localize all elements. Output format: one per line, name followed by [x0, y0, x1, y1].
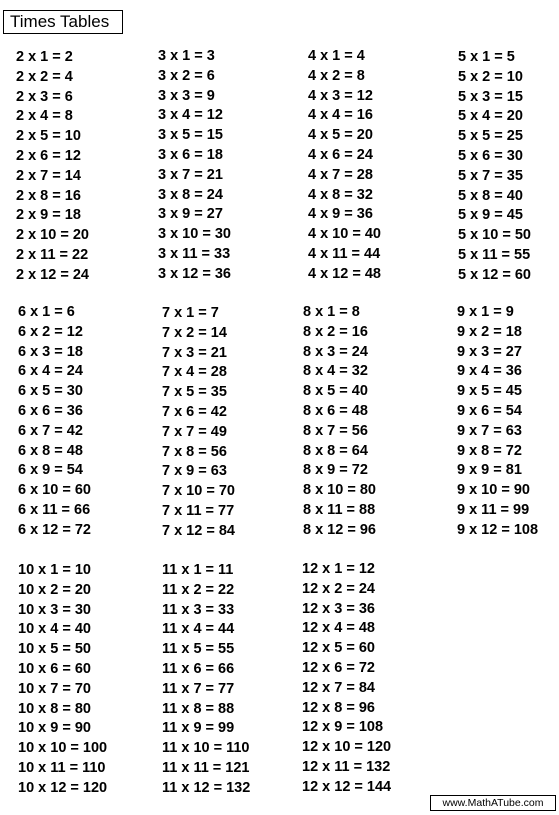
equation-line: 2 x 12 = 24 [16, 266, 89, 283]
equation-line: 11 x 3 = 33 [162, 601, 235, 618]
equation-line: 4 x 4 = 16 [308, 107, 373, 124]
equation-line: 7 x 6 = 42 [162, 404, 227, 420]
equation-line: 11 x 2 = 22 [162, 581, 235, 598]
equation-line: 5 x 1 = 5 [458, 49, 515, 65]
equation-line: 7 x 11 = 77 [162, 503, 235, 519]
equation-line: 7 x 12 = 84 [162, 522, 235, 539]
equation-line: 9 x 2 = 18 [457, 323, 522, 340]
equation-line: 3 x 12 = 36 [158, 265, 231, 282]
equation-line: 7 x 3 = 21 [162, 344, 227, 361]
equation-line: 10 x 10 = 100 [18, 740, 108, 757]
equation-line: 9 x 10 = 90 [457, 482, 530, 499]
equation-line: 8 x 4 = 32 [303, 363, 368, 380]
equation-line: 5 x 12 = 60 [458, 266, 531, 283]
equation-line: 4 x 9 = 36 [308, 206, 373, 223]
equation-line: 8 x 10 = 80 [303, 482, 376, 499]
equation-line: 9 x 3 = 27 [457, 343, 522, 360]
equation-line: 3 x 10 = 30 [158, 226, 231, 243]
equation-line: 4 x 10 = 40 [308, 226, 381, 243]
equation-line: 2 x 5 = 10 [16, 128, 81, 145]
equation-line: 7 x 2 = 14 [162, 324, 227, 341]
equation-line: 6 x 5 = 30 [18, 383, 83, 400]
equation-line: 2 x 2 = 4 [16, 68, 73, 85]
equation-line: 6 x 10 = 60 [18, 482, 91, 499]
equation-line: 12 x 9 = 108 [302, 719, 384, 736]
equation-line: 8 x 5 = 40 [303, 383, 368, 400]
equation-line: 8 x 1 = 8 [303, 304, 360, 320]
equation-line: 3 x 5 = 15 [158, 127, 223, 144]
equation-line: 4 x 8 = 32 [308, 186, 373, 203]
equation-line: 7 x 7 = 49 [162, 423, 227, 440]
equation-line: 4 x 6 = 24 [308, 147, 373, 163]
equation-line: 7 x 8 = 56 [162, 443, 227, 460]
equation-line: 5 x 10 = 50 [458, 227, 531, 244]
page-title: Times Tables [3, 10, 123, 34]
equation-line: 7 x 9 = 63 [162, 463, 227, 480]
equation-line: 11 x 12 = 132 [162, 779, 251, 796]
equation-line: 5 x 2 = 10 [458, 68, 523, 85]
equation-line: 10 x 7 = 70 [18, 680, 91, 697]
equation-line: 4 x 5 = 20 [308, 127, 373, 144]
equation-line: 2 x 9 = 18 [16, 207, 81, 224]
source-url: www.MathATube.com [430, 795, 556, 811]
equation-line: 5 x 8 = 40 [458, 187, 523, 204]
equation-line: 2 x 1 = 2 [16, 49, 73, 65]
equation-line: 9 x 12 = 108 [457, 521, 539, 538]
equation-line: 6 x 2 = 12 [18, 323, 83, 340]
equation-line: 10 x 11 = 110 [18, 760, 106, 776]
equation-line: 9 x 11 = 99 [457, 502, 530, 518]
equation-line: 5 x 5 = 25 [458, 128, 523, 145]
equation-line: 11 x 10 = 110 [162, 740, 250, 757]
equation-line: 7 x 5 = 35 [162, 384, 227, 401]
equation-line: 11 x 4 = 44 [162, 621, 235, 638]
equation-line: 7 x 10 = 70 [162, 483, 235, 500]
equation-line: 8 x 2 = 16 [303, 323, 368, 340]
equation-line: 11 x 8 = 88 [162, 700, 235, 717]
equation-line: 9 x 5 = 45 [457, 383, 522, 400]
equation-line: 10 x 1 = 10 [18, 562, 91, 578]
equation-line: 4 x 12 = 48 [308, 265, 381, 282]
equation-line: 12 x 3 = 36 [302, 600, 375, 617]
equation-line: 4 x 1 = 4 [308, 48, 365, 64]
equation-line: 5 x 11 = 55 [458, 247, 531, 263]
equation-line: 2 x 7 = 14 [16, 167, 81, 184]
equation-line: 7 x 1 = 7 [162, 305, 219, 321]
equation-line: 11 x 7 = 77 [162, 680, 235, 697]
equation-line: 10 x 5 = 50 [18, 641, 91, 658]
equation-line: 2 x 10 = 20 [16, 227, 89, 244]
equation-line: 6 x 7 = 42 [18, 422, 83, 439]
equation-line: 12 x 12 = 144 [302, 778, 392, 795]
equation-line: 6 x 12 = 72 [18, 521, 91, 538]
equation-line: 11 x 1 = 11 [162, 562, 234, 578]
equation-line: 9 x 8 = 72 [457, 442, 522, 459]
equation-line: 12 x 11 = 132 [302, 759, 391, 775]
equation-line: 3 x 3 = 9 [158, 87, 215, 104]
equation-line: 9 x 9 = 81 [457, 462, 522, 479]
equation-line: 10 x 12 = 120 [18, 779, 108, 796]
equation-line: 9 x 6 = 54 [457, 403, 522, 419]
equation-line: 6 x 8 = 48 [18, 442, 83, 459]
equation-line: 2 x 8 = 16 [16, 187, 81, 204]
equation-line: 2 x 11 = 22 [16, 247, 89, 263]
equation-line: 8 x 12 = 96 [303, 521, 376, 538]
equation-line: 6 x 1 = 6 [18, 304, 75, 320]
equation-line: 8 x 6 = 48 [303, 403, 368, 419]
equation-line: 12 x 2 = 24 [302, 580, 375, 597]
equation-line: 3 x 8 = 24 [158, 186, 223, 203]
equation-line: 12 x 10 = 120 [302, 739, 392, 756]
equation-line: 11 x 6 = 66 [162, 661, 235, 677]
equation-line: 3 x 1 = 3 [158, 48, 215, 64]
equation-line: 6 x 11 = 66 [18, 502, 91, 518]
equation-line: 4 x 3 = 12 [308, 87, 373, 104]
equation-line: 12 x 6 = 72 [302, 660, 375, 676]
equation-line: 6 x 6 = 36 [18, 403, 83, 419]
equation-line: 5 x 4 = 20 [458, 108, 523, 125]
equation-line: 8 x 9 = 72 [303, 462, 368, 479]
equation-line: 6 x 4 = 24 [18, 363, 83, 380]
equation-line: 2 x 3 = 6 [16, 88, 73, 105]
equation-line: 3 x 4 = 12 [158, 107, 223, 124]
equation-line: 10 x 3 = 30 [18, 601, 91, 618]
equation-line: 8 x 7 = 56 [303, 422, 368, 439]
equation-line: 5 x 7 = 35 [458, 167, 523, 184]
equation-line: 10 x 6 = 60 [18, 661, 91, 677]
equation-line: 6 x 9 = 54 [18, 462, 83, 479]
equation-line: 4 x 11 = 44 [308, 246, 381, 262]
equation-line: 4 x 2 = 8 [308, 67, 365, 84]
equation-line: 12 x 5 = 60 [302, 640, 375, 657]
equation-line: 3 x 11 = 33 [158, 246, 231, 262]
equation-line: 9 x 1 = 9 [457, 304, 514, 320]
equation-line: 11 x 11 = 121 [162, 760, 250, 776]
equation-line: 12 x 1 = 12 [302, 561, 375, 577]
equation-line: 10 x 4 = 40 [18, 621, 91, 638]
equation-line: 2 x 6 = 12 [16, 148, 81, 164]
equation-line: 8 x 3 = 24 [303, 343, 368, 360]
equation-line: 10 x 9 = 90 [18, 720, 91, 737]
equation-line: 8 x 8 = 64 [303, 442, 368, 459]
equation-line: 6 x 3 = 18 [18, 343, 83, 360]
equation-line: 5 x 9 = 45 [458, 207, 523, 224]
equation-line: 12 x 7 = 84 [302, 679, 375, 696]
equation-line: 12 x 8 = 96 [302, 699, 375, 716]
equation-line: 3 x 2 = 6 [158, 67, 215, 84]
equation-line: 7 x 4 = 28 [162, 364, 227, 381]
equation-line: 11 x 5 = 55 [162, 641, 235, 658]
equation-line: 4 x 7 = 28 [308, 166, 373, 183]
equation-line: 10 x 2 = 20 [18, 581, 91, 598]
equation-line: 10 x 8 = 80 [18, 700, 91, 717]
equation-line: 9 x 4 = 36 [457, 363, 522, 380]
equation-line: 9 x 7 = 63 [457, 422, 522, 439]
equation-line: 3 x 6 = 18 [158, 147, 223, 163]
equation-line: 8 x 11 = 88 [303, 502, 376, 518]
equation-line: 5 x 6 = 30 [458, 148, 523, 164]
equation-line: 5 x 3 = 15 [458, 88, 523, 105]
equation-line: 3 x 9 = 27 [158, 206, 223, 223]
equation-line: 12 x 4 = 48 [302, 620, 375, 637]
equation-line: 3 x 7 = 21 [158, 166, 223, 183]
equation-line: 2 x 4 = 8 [16, 108, 73, 125]
equation-line: 11 x 9 = 99 [162, 720, 235, 737]
